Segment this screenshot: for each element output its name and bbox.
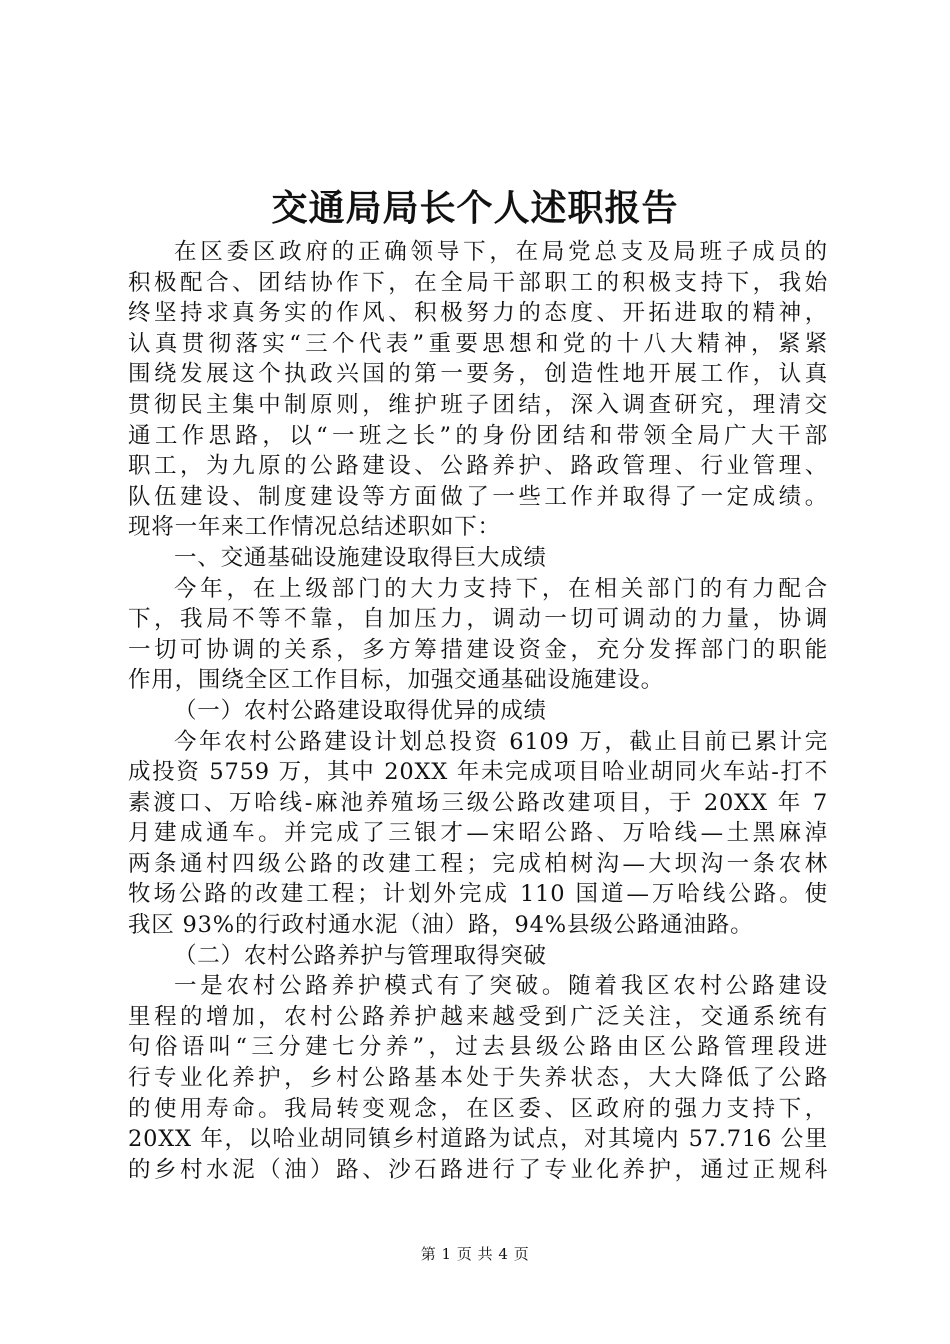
document-body [128, 237, 828, 1185]
text-line: 在区委区政府的正确领导下，在局党总支及局班子成员的 [174, 239, 828, 265]
text-line: 句俗语叫“三分建七分养”，过去县级公路由区公路管理段进 [128, 1034, 828, 1061]
text-line: 现将一年来工作情况总结述职如下： [128, 514, 501, 541]
text-line: 的乡村水泥（油）路、沙石路进行了专业化养护，通过正规科 [128, 1156, 828, 1183]
text-line: 贯彻民主集中制原则，维护班子团结，深入调查研究，理清交 [128, 391, 828, 418]
text-line: 我区 93%的行政村通水泥（油）路，94%县级公路通油路。 [128, 912, 754, 939]
text-line: 通工作思路，以“一班之长”的身份团结和带领全局广大干部 [128, 422, 828, 449]
text-line: 今年农村公路建设计划总投资 6109 万，截止目前已累计完 [174, 728, 828, 755]
text-line: 牧场公路的改建工程；计划外完成 110 国道—万哈线公路。使 [128, 881, 828, 908]
text-line: 的使用寿命。我局转变观念，在区委、区政府的强力支持下， [128, 1095, 828, 1122]
text-line: 职工，为九原的公路建设、公路养护、路政管理、行业管理、 [128, 453, 828, 480]
text-line: 围绕发展这个执政兴国的第一要务，创造性地开展工作，认真 [128, 361, 828, 388]
text-line: 作用，围绕全区工作目标，加强交通基础设施建设。 [128, 667, 664, 694]
text-line: 里程的增加，农村公路养护越来越受到广泛关注，交通系统有 [128, 1003, 828, 1030]
page-footer: 第 1 页 共 4 页 [420, 1245, 530, 1263]
document-title: 交通局局长个人述职报告 [271, 187, 679, 229]
text-line: 终坚持求真务实的作风、积极努力的态度、开拓进取的精神， [128, 300, 828, 327]
text-line: 两条通村四级公路的改建工程；完成柏树沟—大坝沟一条农林 [128, 850, 828, 877]
subsection-heading: （一）农村公路建设取得优异的成绩 [174, 697, 547, 724]
section-heading: 一、交通基础设施建设取得巨大成绩 [174, 544, 547, 571]
text-line: 一切可协调的关系，多方筹措建设资金，充分发挥部门的职能 [128, 636, 828, 663]
text-line: 今年，在上级部门的大力支持下，在相关部门的有力配合 [174, 575, 828, 602]
text-line: 一是农村公路养护模式有了突破。随着我区农村公路建设 [174, 973, 828, 1000]
text-line: 成投资 5759 万，其中 20XX 年未完成项目哈业胡同火车站-打不 [128, 759, 828, 786]
text-line: 行专业化养护，乡村公路基本处于失养状态，大大降低了公路 [128, 1065, 828, 1092]
text-line: 认真贯彻落实“三个代表”重要思想和党的十八大精神，紧紧 [128, 330, 828, 357]
text-line: 20XX 年，以哈业胡同镇乡村道路为试点，对其境内 57.716 公里 [128, 1126, 828, 1153]
text-line: 素渡口、万哈线-麻池养殖场三级公路改建项目，于 20XX 年 7 [128, 789, 828, 816]
text-line: 队伍建设、制度建设等方面做了一些工作并取得了一定成绩。 [128, 483, 828, 510]
text-line: 积极配合、团结协作下，在全局干部职工的积极支持下，我始 [128, 269, 828, 296]
text-line: 下，我局不等不靠，自加压力，调动一切可调动的力量，协调 [128, 606, 828, 633]
text-line: 月建成通车。并完成了三银才—宋昭公路、万哈线—土黑麻淖 [128, 820, 828, 847]
subsection-heading: （二）农村公路养护与管理取得突破 [174, 942, 547, 969]
